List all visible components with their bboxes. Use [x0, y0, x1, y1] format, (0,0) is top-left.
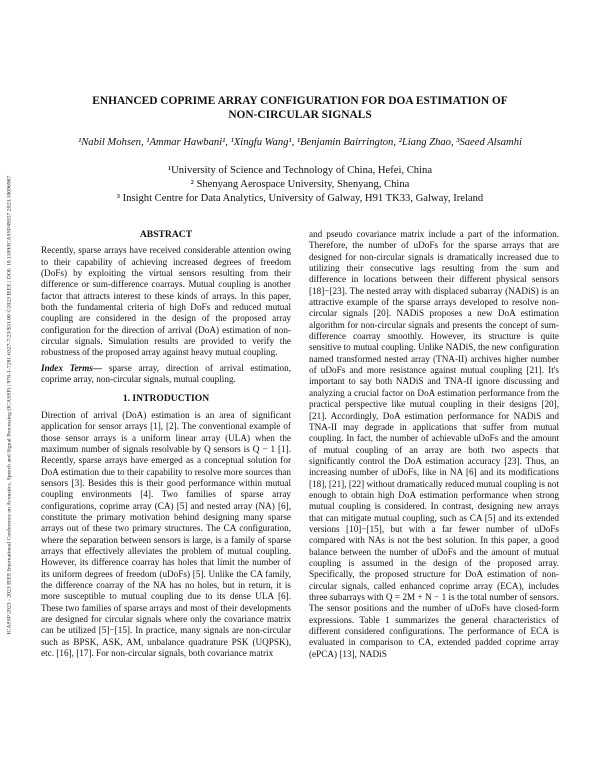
- index-terms: [41, 363, 291, 386]
- affiliation-3: ³ Insight Centre for Data Analytics, University of Galway, H91 TK33, Galway, Ireland: [116, 193, 484, 204]
- title-line-1: ENHANCED COPRIME ARRAY CONFIGURATION FOR DOA ESTIMATION OF: [92, 95, 508, 107]
- abstract-heading: ABSTRACT: [139, 229, 193, 240]
- affiliations: [30, 164, 570, 206]
- index-terms-label: Index Terms—: [41, 362, 103, 373]
- intro-text-right: and pseudo covariance matrix include a part of the information. Therefore, the number of uDoFs for the sparse arrays that are designed for non-circular signals is dramatically increased due to utilizing their consecutive lags resulting from the sum and difference in locations between their different physical sensors [18]−[23]. The nested array with displaced subarray (NADiS) is an attractive example of the sparse arrays developed to resolve non-circular signals [20]. NADiS proposes a new DoA estimation algorithm for non-circular signals and presents the concept of sum-difference coarray smoothly. However, its structure is quite sensitive to mutual coupling. Unlike NADiS, the new configuration named transformed nested array (TNA-II) archives higher number of uDoFs and more resistance against mutual coupling [21]. It's important to say both NADiS and TNA-II ignore discussing and analyzing a crucial factor on DoA estimation performance from the practical perspective like mutual coupling in their designs [20], [21]. Accordingly, DoA estimation performance for NADiS and TNA-II may degrade in applications that suffer from mutual coupling. In fact, the number of achievable uDoFs and the amount of mutual coupling of an array are both two aspects that significantly control the DoA estimation accuracy [23]. Thus, an increasing number of uDoFs, like in NA [6] and its modifications [18], [21], [22] without dramatically reduced mutual coupling is not enough to obtain high DoA estimation performance when strong mutual coupling is considered. In contrast, designing new arrays that can mitigate mutual coupling, such as CA [5] and its extended versions [10]−[15], but with a far fewer number of uDoFs compared with NAs is not the best solution. In this paper, a good balance between the number of uDoFs and the amount of mutual coupling is assumed in the design of the proposed array. Specifically, the proposed structure for DoA estimation of non-circular signals, called enhanced coprime array (ECA), includes three subarrays with Q = 2M + N − 1 is the total number of sensors. The sensor positions and the number of uDoFs have closed-form expressions. Table 1 summarizes the general characteristics of different considered configurations. The performance of ECA is evaluated in comparison to CA, extended padded coprime array (ePCA) [13], NADiS: [309, 229, 559, 659]
- intro-heading: 1. INTRODUCTION: [122, 393, 210, 405]
- side-identifier-text: ICASSP 2023 - 2023 IEEE International Conference on Acoustics, Speech and Signal Processing (ICASSP) | 978-1-7281-6327-7/23/$31.00 ©2023 IEEE | DOI: 10.1109/ICASSP49357.2023.10096987: [6, 175, 12, 635]
- abstract-text: Recently, sparse arrays have received considerable attention owing to their capability of achieving increased degrees of freedom (DoFs) by exploiting the virtual sensors resulting from their difference or sum-difference coarrays. Mutual coupling is another factor that attracts interest to these kinds of arrays. In this paper, both the fundamental criteria of high DoFs and reduced mutual coupling are considered in the design of the proposed array configuration for the direction of arrival (DoA) estimation of non-circular signals. Simulation results are provided to verify the robustness of the proposed array against heavy mutual coupling.: [41, 245, 291, 358]
- left-column: [41, 229, 291, 659]
- intro-text-left: Direction of arrival (DoA) estimation is an area of significant application for sensor arrays [1], [2]. The conventional example of those sensor arrays is a uniform linear array (ULA) when the maximum number of signals resolvable by Q sensors is Q − 1 [1]. Recently, sparse arrays have emerged as a conceptual solution for DoA estimation due to their capability to resolve more sources than sensors [3]. Besides this is their good performance within mutual coupling environments [4]. Two families of sparse array configurations, coprime array (CA) [5] and nested array (NA) [6], constitute the primary motivation behind designing many sparse arrays out of these two primary structures. The CA configuration, where the separation between sensors is large, is a family of sparse arrays that effectively alleviates the problem of mutual coupling. However, its difference coarray has holes that limit the number of its uniform degrees of freedom (uDoFs) [5]. Unlike the CA family, the difference coarray of the NA has no holes, but in return, it is more susceptible to mutual coupling due to its dense ULA [6]. These two families of sparse arrays and most of their developments are designed for circular signals where only the covariance matrix can be utilized [5]−[15]. In practice, many signals are non-circular such as BPSK, ASK, AM, unbalance quadrature PSK (UQPSK), etc. [16], [17]. For non-circular signals, both covariance matrix: [41, 409, 291, 659]
- index-terms-text: sparse array, direction of arrival estimation, coprime array, non-circular signals, mutual coupling.: [41, 362, 291, 385]
- title-line-2: NON-CIRCULAR SIGNALS: [228, 109, 372, 121]
- side-identifier: [2, 55, 16, 755]
- affiliation-1: ¹University of Science and Technology of China, Hefei, China: [167, 165, 433, 176]
- paper-title: [40, 94, 560, 122]
- affiliation-2: ² Shenyang Aerospace University, Shenyang, China: [190, 179, 410, 190]
- right-column: [309, 229, 559, 660]
- author-list: ¹Nabil Mohsen, ¹Ammar Hawbani¹, ¹Xingfu Wang¹, ¹Benjamin Bairrington, ²Liang Zhao, ³Saeed Alsamhi: [78, 137, 522, 148]
